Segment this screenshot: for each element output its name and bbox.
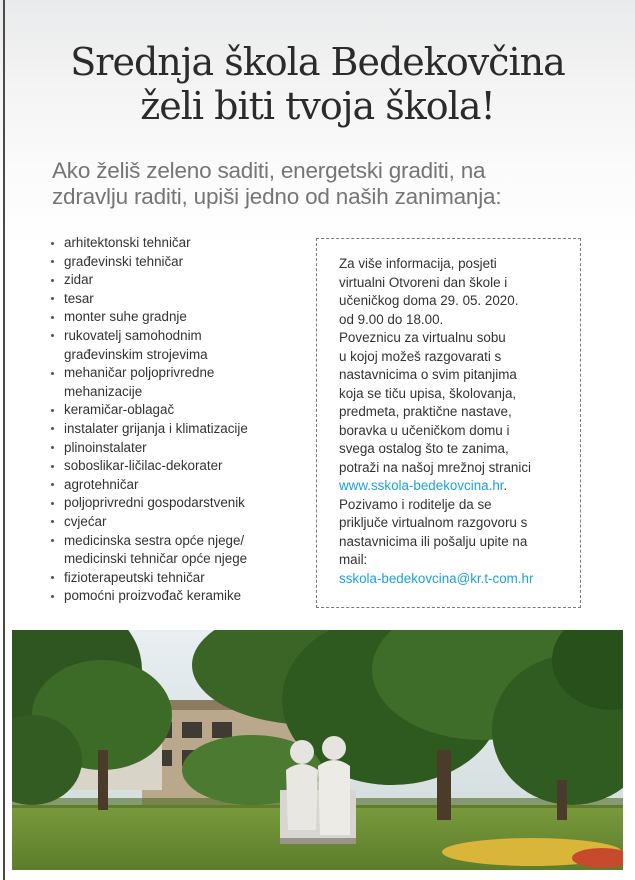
program-item-line: keramičar-oblagač <box>64 402 175 418</box>
program-item <box>49 234 309 253</box>
info-line: priključe virtualnom razgovoru s <box>339 515 528 530</box>
left-border-rule <box>3 0 5 880</box>
program-item-line: monter suhe gradnje <box>64 309 187 325</box>
program-item <box>49 476 309 495</box>
info-line: u kojoj možeš razgovarati s <box>339 348 502 364</box>
program-item-line: agrotehničar <box>64 476 139 492</box>
intro-line-2: zdravlju raditi, upiši jedno od naših zanimanja: <box>52 184 502 209</box>
program-item-line: instalater grijanja i klimatizacije <box>64 420 248 436</box>
info-line: Poveznicu za virtualnu sobu <box>339 330 506 345</box>
program-item-line: mehaničar poljoprivredne <box>64 365 215 381</box>
info-box <box>316 238 581 608</box>
program-item <box>49 457 309 476</box>
intro-text <box>52 158 612 210</box>
info-line: potraži na našoj mrežnoj stranici <box>339 459 532 475</box>
program-item-line: medicinska sestra opće njege/ <box>64 532 245 548</box>
program-item-line: pomoćni proizvođač keramike <box>64 588 242 604</box>
program-item-line: medicinski tehničar opće njege <box>64 551 248 567</box>
program-item <box>49 253 309 272</box>
website-suffix: . <box>503 478 508 493</box>
program-item <box>49 271 309 290</box>
page-title <box>10 40 625 128</box>
info-line: nastavnicima ili pošalju upite na <box>339 533 528 549</box>
program-item-line: arhitektonski tehničar <box>64 235 191 250</box>
info-line: virtualni Otvoreni dan škole i <box>339 274 508 290</box>
program-item-line: poljoprivredni gospodarstvenik <box>64 495 245 511</box>
program-item <box>49 364 309 401</box>
program-item <box>49 401 309 420</box>
program-item <box>49 290 309 309</box>
program-item-line: građevinskim strojevima <box>64 346 208 362</box>
info-line: predmeta, praktične nastave, <box>339 404 512 419</box>
program-item-line: tesar <box>64 290 94 306</box>
program-item <box>49 494 309 513</box>
program-list <box>49 234 309 606</box>
program-item <box>49 569 309 588</box>
program-item-line: građevinski tehničar <box>64 253 184 269</box>
program-item-line: cvjećar <box>64 513 107 529</box>
info-line: Pozivamo i roditelje da se <box>339 496 492 512</box>
info-paragraph-link <box>339 329 580 477</box>
info-paragraph-parents <box>339 496 580 570</box>
school-photo <box>12 630 623 870</box>
school-photo-illustration <box>12 630 623 870</box>
program-item <box>49 308 309 327</box>
email-link[interactable]: sskola-bedekovcina@kr.t-com.hr <box>339 570 534 586</box>
program-item-line: zidar <box>64 272 94 288</box>
info-line: od 9.00 do 18.00. <box>339 311 444 327</box>
program-item <box>49 420 309 439</box>
info-paragraph-visit <box>339 255 580 329</box>
program-item <box>49 439 309 458</box>
program-item-line: rukovatelj samohodnim <box>64 327 202 343</box>
program-item-line: mehanizacije <box>64 383 143 399</box>
program-item-line: soboslikar-ličilac-dekorater <box>64 458 223 474</box>
info-line: učeničkog doma 29. 05. 2020. <box>339 293 519 308</box>
info-line: koja se tiču upisa, školovanja, <box>339 385 517 401</box>
info-line: boravka u učeničkom domu i <box>339 422 510 438</box>
title-line-1: Srednja škola Bedekovčina <box>70 40 565 84</box>
program-item <box>49 513 309 532</box>
program-item <box>49 587 309 606</box>
info-line: mail: <box>339 552 368 567</box>
info-line: nastavnicima o svim pitanjima <box>339 367 517 382</box>
title-line-2: želi biti tvoja škola! <box>140 84 495 128</box>
intro-line-1: Ako želiš zeleno saditi, energetski graditi, na <box>52 158 486 183</box>
info-line: Za više informacija, posjeti <box>339 256 497 271</box>
info-line: svega ostalog što te zanima, <box>339 441 509 456</box>
program-item <box>49 532 309 569</box>
program-item-line: fizioterapeutski tehničar <box>64 569 205 585</box>
website-line <box>339 477 580 496</box>
program-item-line: plinoinstalater <box>64 439 147 455</box>
website-link[interactable]: www.sskola-bedekovcina.hr <box>339 478 504 493</box>
program-item <box>49 327 309 364</box>
